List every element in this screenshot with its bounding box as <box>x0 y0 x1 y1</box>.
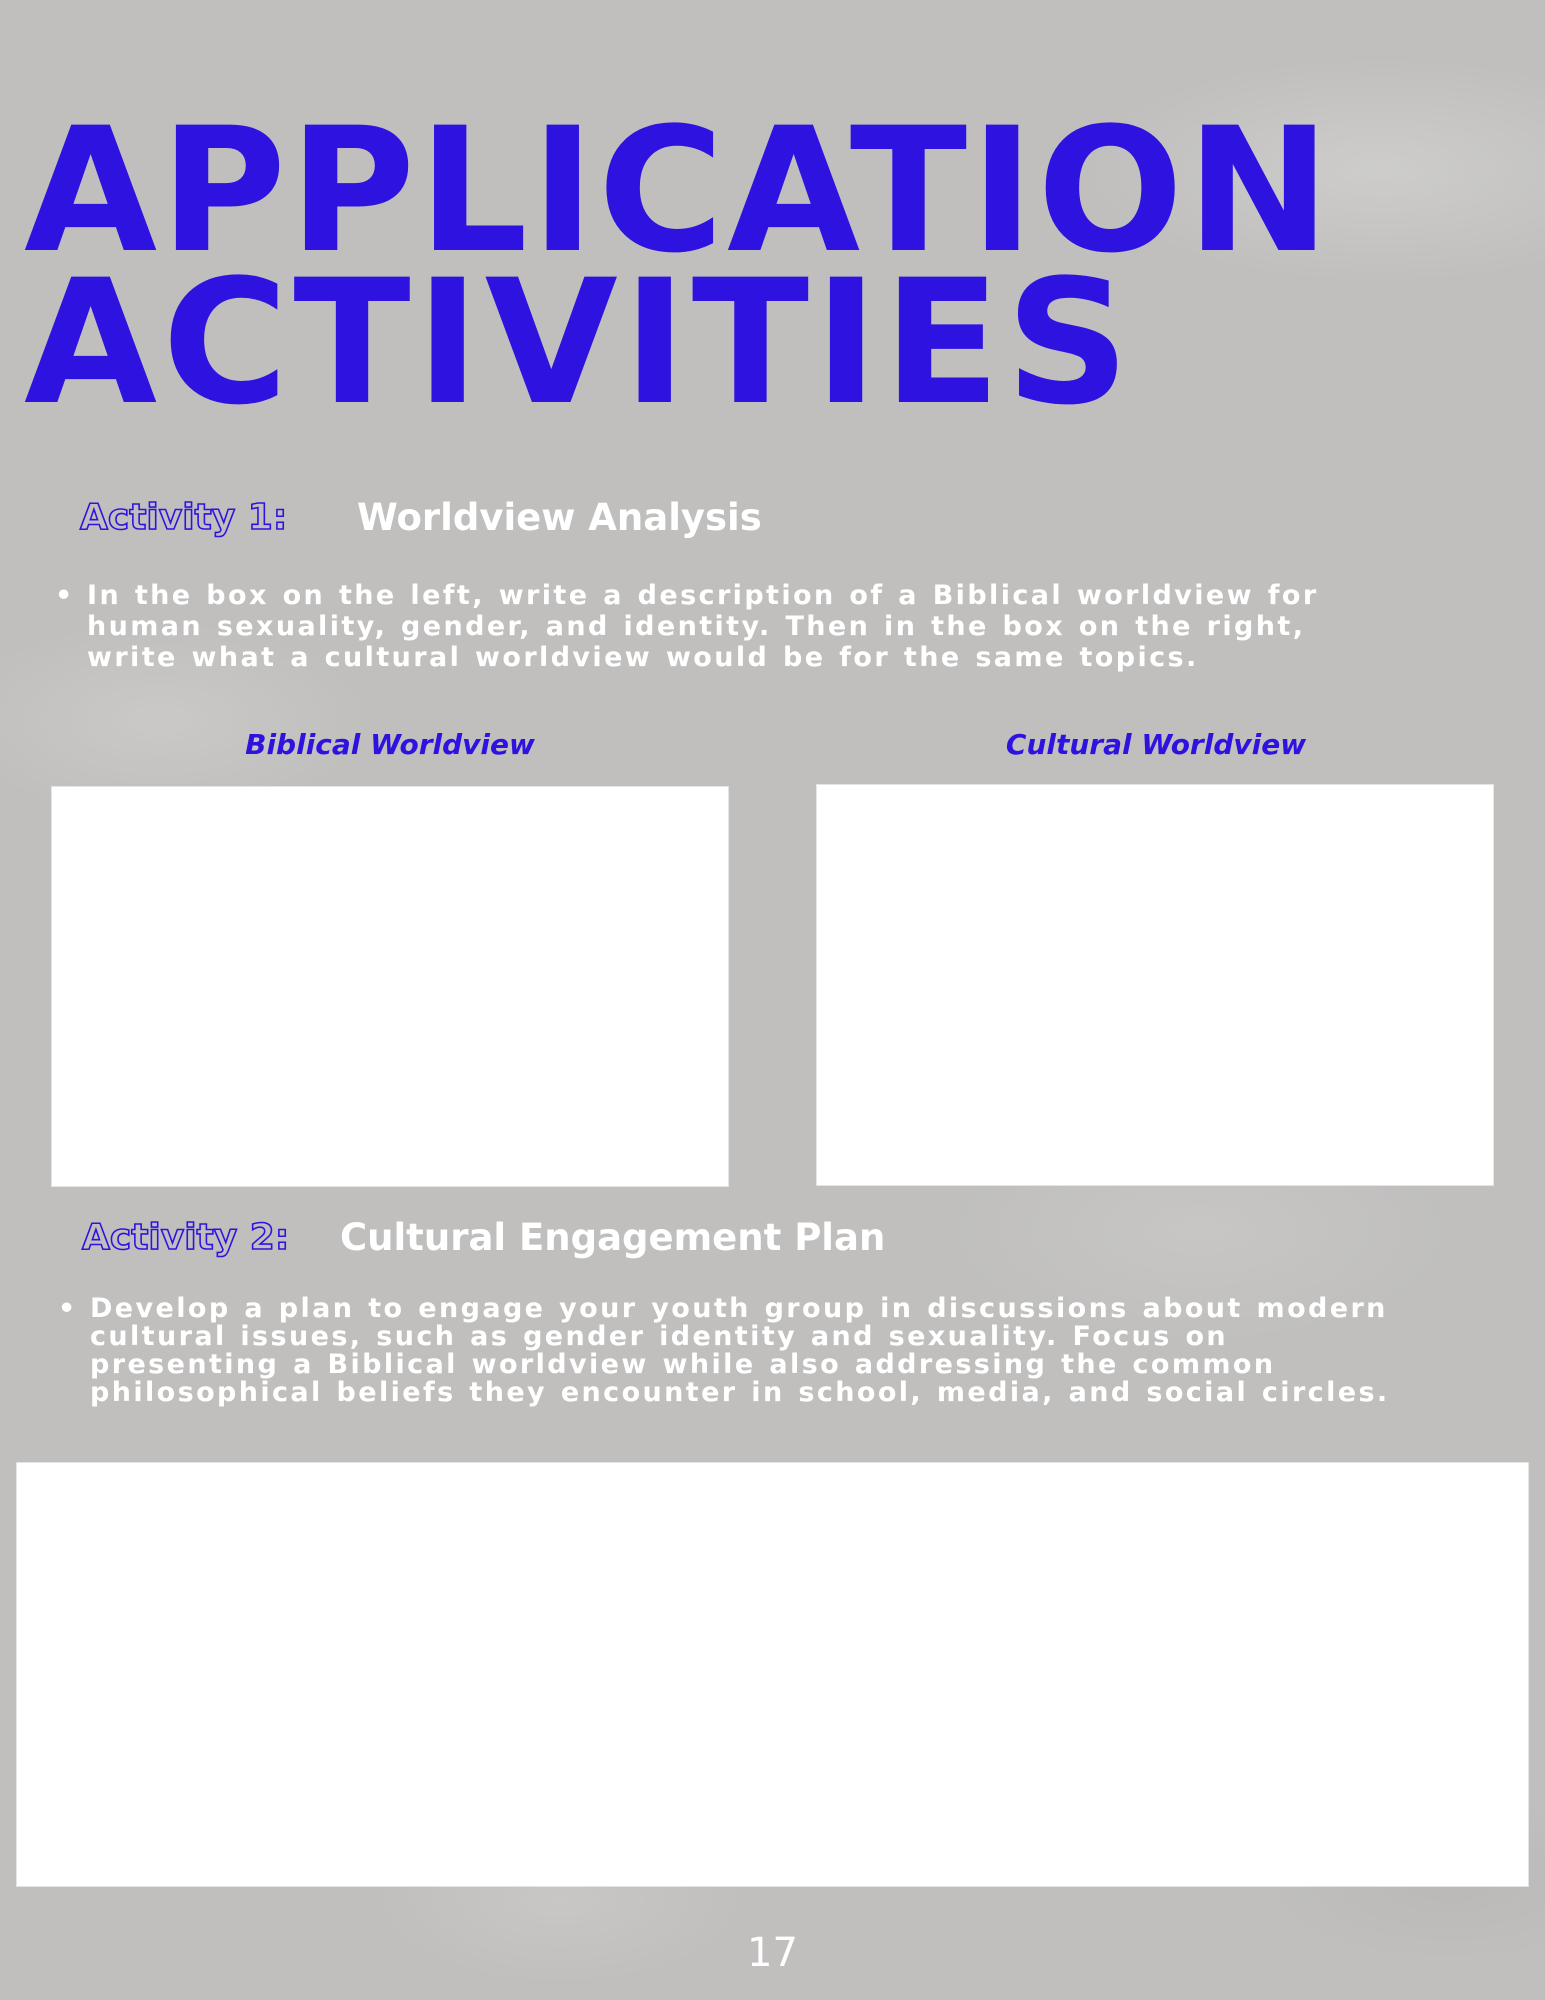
activity-2-label: Activity 2: <box>82 1217 290 1258</box>
activity-2-instruction-item: • Develop a plan to engage your youth group in discussions about modern cultural issues, such as gender identity and sexuality. Focus on presenting a Biblical worldview while also addressing the common philosophical beliefs they encounter in school, media, and social circles. <box>58 1295 1418 1407</box>
page-title-line-1: APPLICATION <box>24 90 1334 291</box>
activity-1-name: Worldview Analysis <box>357 496 762 539</box>
biblical-worldview-answer-box[interactable] <box>51 786 729 1187</box>
activity-2-name: Cultural Engagement Plan <box>340 1216 886 1259</box>
activity-2-instructions <box>58 1295 1418 1407</box>
cultural-worldview-answer-box[interactable] <box>816 784 1494 1186</box>
activity-1-label: Activity 1: <box>80 497 288 538</box>
activity-1-instruction-item: • In the box on the left, write a description of a Biblical worldview for human sexuality, gender, and identity. Then in the box on the right, write what a cultural worldview would be for the same topics. <box>55 580 1385 673</box>
page-number: 17 <box>747 1930 798 1976</box>
biblical-worldview-heading: Biblical Worldview <box>245 728 535 761</box>
cultural-worldview-heading: Cultural Worldview <box>1005 728 1307 761</box>
activity-1-instructions <box>55 580 1385 673</box>
engagement-plan-answer-box[interactable] <box>16 1462 1529 1887</box>
page-title-line-2: ACTIVITIES <box>24 242 1135 443</box>
